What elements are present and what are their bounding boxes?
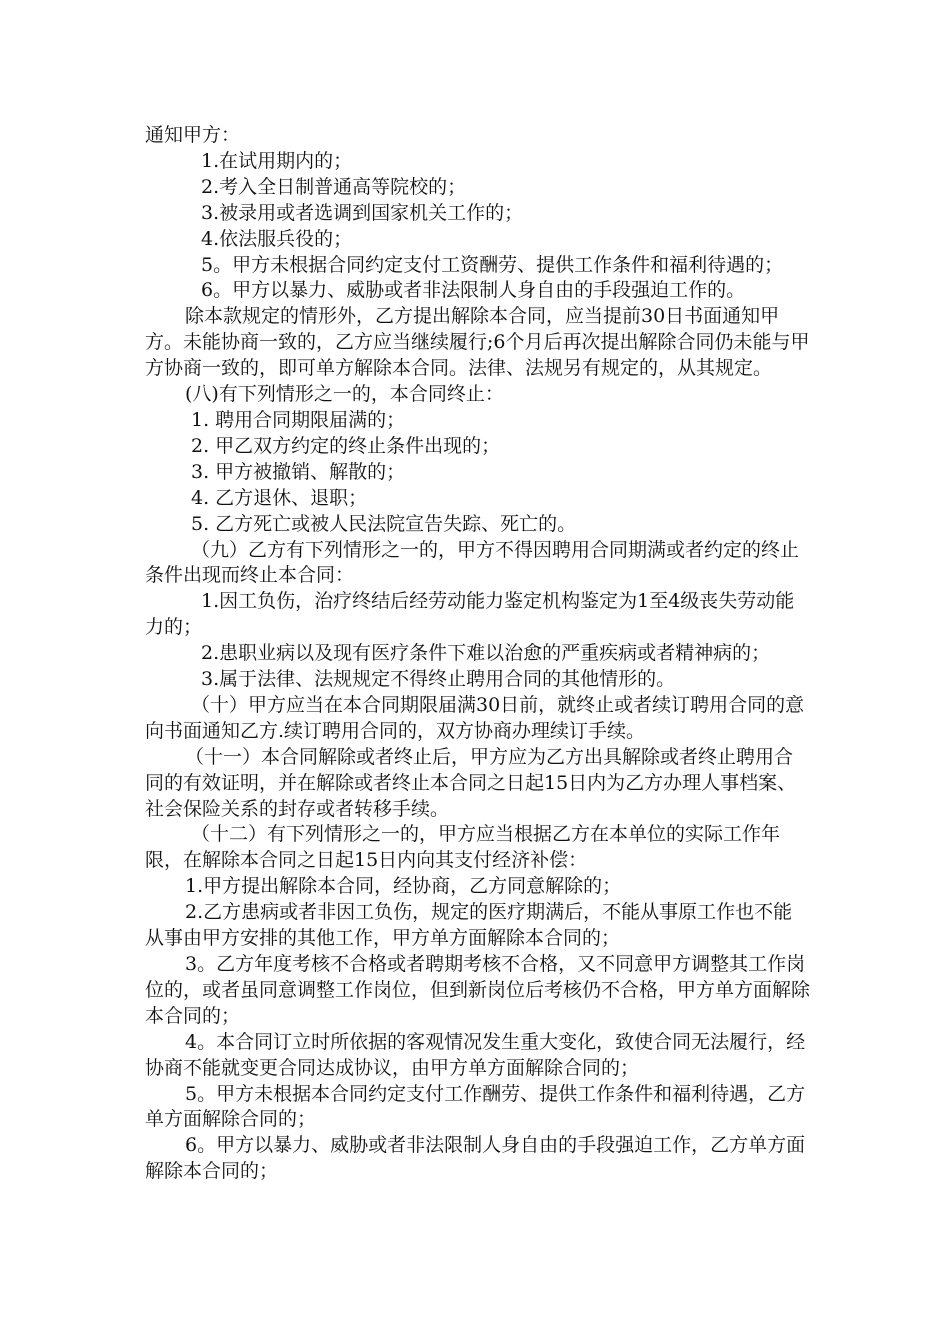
list-item-state-agency: 3.被录用或者选调到国家机关工作的； [201, 201, 524, 224]
paragraph-30-day-notice: 除本款规定的情形外，乙方提出解除本合同，应当提前30日书面通知甲方。未能协商一致的，乙方应当继续履行;6个月后再次提出解除合同仍未能与甲方协商一致的，即可单方解除本合同。法律、法规另有规定的，从其规定。 [145, 305, 810, 380]
list-item-unpaid-remuneration: 5。甲方未根据本合同约定支付工作酬劳、提供工作条件和福利待遇，乙方单方面解除合同的； [145, 1082, 806, 1131]
list-item-military-service: 4.依法服兵役的； [201, 227, 353, 250]
list-item-death-missing: 5. 乙方死亡或被人民法院宣告失踪、死亡的。 [191, 512, 577, 535]
section-heading-termination: (八)有下列情形之一的，本合同终止： [185, 383, 504, 406]
list-item-changed-circumstances: 4。本合同订立时所依据的客观情况发生重大变化，致使合同无法履行，经协商不能就变更合同达成协议，由甲方单方面解除合同的； [145, 1030, 806, 1079]
list-item-retirement: 4. 乙方退休、退职； [191, 486, 368, 509]
section-heading-compensation: （十二）有下列情形之一的，甲方应当根据乙方在本单位的实际工作年限，在解除本合同之日起15日内向其支付经济补偿： [145, 823, 781, 872]
list-item-illness: 2.乙方患病或者非因工负伤，规定的医疗期满后，不能从事原工作也不能从事由甲方安排的其他工作，甲方单方面解除本合同的； [145, 901, 793, 950]
section-termination-certificate: （十一）本合同解除或者终止后，甲方应为乙方出具解除或者终止聘用合同的有效证明，并在解除或者终止本合同之日起15日内为乙方办理人事档案、社会保险关系的封存或者转移手续。 [145, 745, 797, 820]
list-item-agreed-conditions: 2. 甲乙双方约定的终止条件出现的； [191, 434, 501, 457]
list-item-occupational-disease: 2.患职业病以及现有医疗条件下难以治愈的严重疾病或者精神病的； [201, 642, 771, 665]
list-item-university: 2.考入全日制普通高等院校的； [201, 175, 467, 198]
list-item-dissolved: 3. 甲方被撤销、解散的； [191, 460, 406, 483]
list-item-evaluation-failure: 3。乙方年度考核不合格或者聘期考核不合格，又不同意甲方调整其工作岗位的，或者虽同意调整工作岗位，但到新岗位后考核仍不合格，甲方单方面解除本合同的； [145, 953, 811, 1027]
list-item-mutual-agreement: 1.甲方提出解除本合同，经协商，乙方同意解除的； [185, 875, 622, 898]
list-item-legal-exceptions: 3.属于法律、法规规定不得终止聘用合同的其他情形的。 [201, 668, 676, 691]
list-item-term-expired: 1. 聘用合同期限届满的； [191, 408, 406, 431]
list-item-work-injury: 1.因工负伤，治疗终结后经劳动能力鉴定机构鉴定为1至4级丧失劳动能力的； [145, 590, 795, 639]
list-item-unpaid-wages: 5。甲方未根据合同约定支付工资酬劳、提供工作条件和福利待遇的； [201, 253, 784, 276]
section-heading-no-termination: （九）乙方有下列情形之一的，甲方不得因聘用合同期满或者约定的终止条件出现而终止本合同： [145, 538, 800, 587]
document-body [145, 123, 810, 1185]
section-renewal-notice: （十）甲方应当在本合同期限届满30日前，就终止或者续订聘用合同的意向书面通知乙方.续订聘用合同的，双方协商办理续订手续。 [145, 693, 805, 742]
list-item-forced-labor: 6。甲方以暴力、威胁或者非法限制人身自由的手段强迫工作的。 [201, 279, 746, 302]
list-item-coercion: 6。甲方以暴力、威胁或者非法限制人身自由的手段强迫工作，乙方单方面解除本合同的； [145, 1134, 806, 1183]
list-item-probation: 1.在试用期内的； [201, 149, 353, 172]
paragraph-notify-party-a: 通知甲方： [145, 124, 241, 146]
